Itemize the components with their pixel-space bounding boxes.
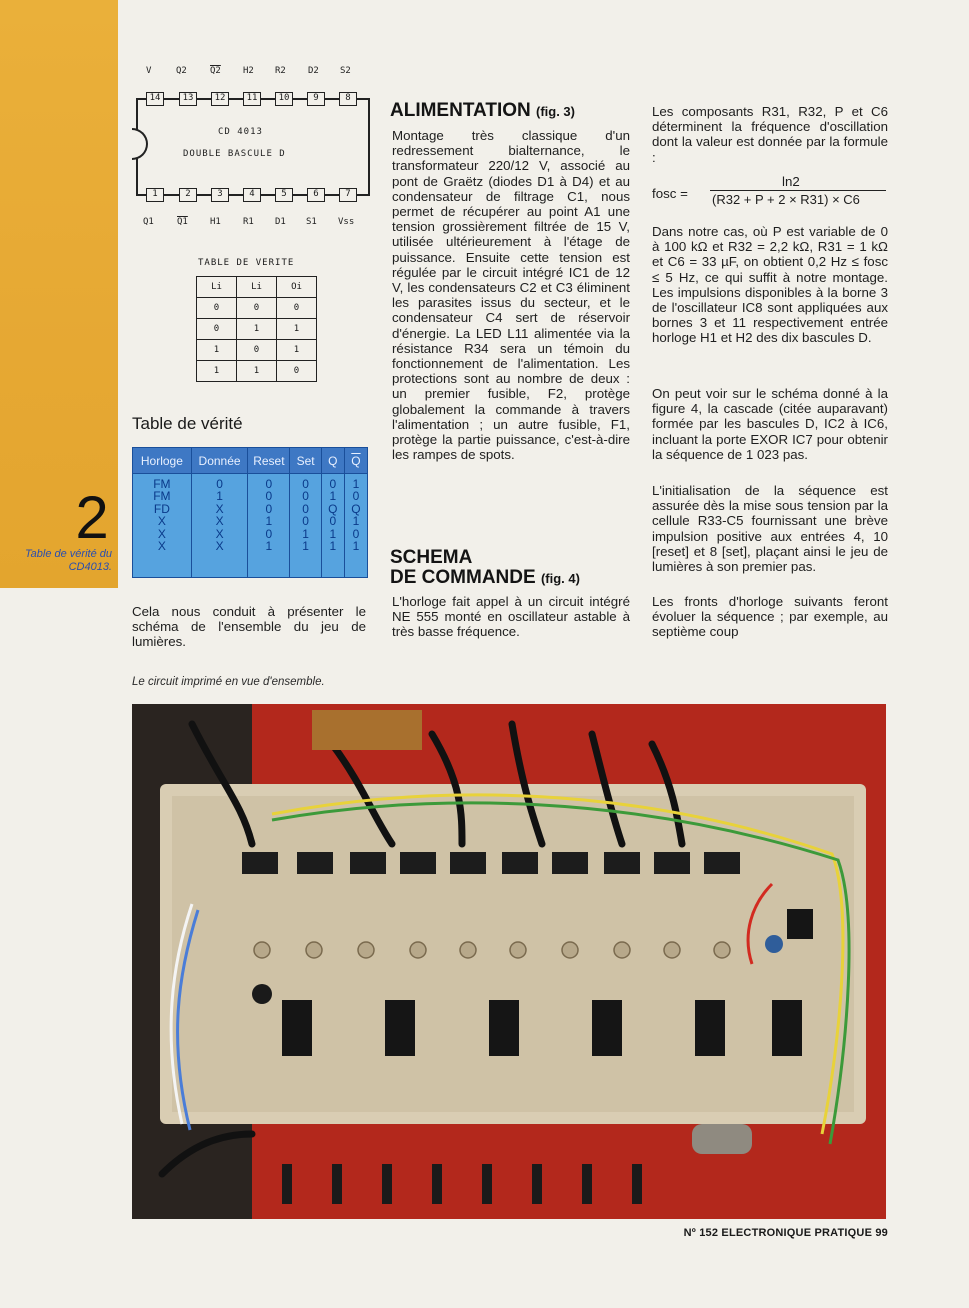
- circuit-board-illustration: [132, 704, 886, 1219]
- formula-lhs: fosc =: [652, 186, 688, 201]
- chip-bottom-label: D1: [275, 217, 286, 227]
- column3-paragraph3: On peut voir sur le schéma donné à la figure 4, la cascade (citée auparavant) formée par les bascules D, IC2 à IC6, incluant la porte EXOR IC7 pour obtenir la séquence de 1 023 pas.: [652, 386, 888, 462]
- chip-pin: 14: [146, 92, 164, 106]
- heading-schema-line2: DE COMMANDE: [390, 567, 536, 588]
- blue-table-cell: Q: [328, 501, 338, 516]
- blue-table-cell: 1: [265, 514, 273, 529]
- chip-pin: 8: [339, 92, 357, 106]
- circuit-board-photo: [132, 704, 886, 1219]
- blue-table-cell: 1: [352, 477, 360, 491]
- column3-paragraph5: Les fronts d'horloge suivants feront évoluer la séquence ; par exemple, au septième coup: [652, 594, 888, 640]
- blue-table-cell: 0: [329, 514, 337, 529]
- blue-table-cell: 1: [352, 514, 360, 529]
- blue-table-cell: 1: [216, 489, 223, 504]
- small-table-header: Li: [237, 277, 277, 298]
- figure-number: 2: [75, 484, 109, 551]
- blue-table-cell: FM: [153, 489, 171, 504]
- chip-top-label: S2: [340, 66, 351, 76]
- blue-table-cell: X: [215, 501, 224, 516]
- small-table-header: Li: [197, 277, 237, 298]
- chip-pin: 10: [275, 92, 293, 106]
- heading-schema-line1: SCHEMA: [390, 547, 473, 568]
- blue-table-column: [133, 474, 192, 578]
- blue-table-title: Table de vérité: [132, 414, 243, 433]
- blue-table-header: Reset: [248, 448, 290, 474]
- formula-bar: [710, 190, 886, 191]
- blue-table-cell: 1: [265, 539, 273, 554]
- chip-bottom-label: R1: [243, 217, 254, 227]
- chip-body: [136, 98, 370, 196]
- column3-paragraph2: Dans notre cas, où P est variable de 0 à 100 kΩ et R32 = 2,2 kΩ, R31 = 1 kΩ et C6 = 33 µF, on obtient 0,2 Hz ≤ fosc ≤ 5 Hz, ce qui suffit à notre montage. Les impulsions disponibles à la borne 3 de l'oscillateur IC8 sont appliquées aux bornes 3 et 11 respectivement entrée horloge H1 et H2 des dix bascules D.: [652, 224, 888, 346]
- heading-alimentation-ref: (fig. 3): [536, 104, 575, 119]
- blue-table-cell: 0: [302, 477, 309, 491]
- small-table-cell: 0: [197, 319, 237, 340]
- blue-table-cell: Q: [351, 501, 361, 516]
- photo-caption: Le circuit imprimé en vue d'ensemble.: [132, 676, 325, 688]
- chip-top-label: Q2: [176, 66, 187, 76]
- blue-table-header: Horloge: [133, 448, 192, 474]
- formula-numerator: ln2: [782, 174, 800, 189]
- small-table-cell: 0: [237, 340, 277, 361]
- heading-schema-ref: (fig. 4): [540, 571, 580, 586]
- blue-table-cell: 1: [302, 539, 309, 554]
- blue-table-header: Donnée: [191, 448, 248, 474]
- blue-table-cell: 1: [329, 526, 337, 541]
- small-table-cell: 1: [237, 361, 277, 382]
- schema-paragraph: L'horloge fait appel à un circuit intégré NE 555 monté en oscillateur astable à très basse fréquence.: [392, 594, 630, 640]
- chip-pin: 11: [243, 92, 261, 106]
- chip-bottom-label: S1: [306, 217, 317, 227]
- chip-pin: 4: [243, 188, 261, 202]
- chip-pin: 12: [211, 92, 229, 106]
- blue-table-header: Set: [290, 448, 321, 474]
- blue-table-cell: X: [157, 539, 166, 554]
- blue-table-column: [344, 474, 367, 578]
- small-table-cell: 0: [277, 361, 317, 382]
- blue-table-cell: 0: [352, 526, 360, 541]
- blue-table-cell: X: [157, 514, 166, 529]
- chip-top-label: R2: [275, 66, 286, 76]
- chip-bottom-label: H1: [210, 217, 221, 227]
- chip-pin: 9: [307, 92, 325, 106]
- heading-alimentation: [390, 101, 630, 122]
- blue-table-cell: 0: [216, 477, 223, 491]
- alimentation-paragraph: Montage très classique d'un redressement bialternance, le transformateur 220/12 V, associé au pont de Graëtz (diodes D1 à D4) et au condensateur de filtrage C1, nous permet de récupérer au point A1 une tension grossièrement filtrée de 15 V, utilisée ultérieurement à l'étage de puissance. Ensuite cette tension est régulée par le circuit intégré IC1 de 12 V, les condensateurs C2 et C3 éliminent les parasites issus du secteur, et le condensateur C4 sert de réservoir d'énergie. La LED L11 alimentée via la résistance R34 sera un témoin du fonctionnement de l'alimentation. Les protections sont au nombre de deux : un premier fusible, F2, protège globalement la commande à travers l'alimentation ; un autre fusible, F1, protège la partie puissance, c'est-à-dire les rampes de spots.: [392, 128, 630, 463]
- blue-table-cell: 1: [302, 526, 309, 541]
- blue-table-cell: 0: [302, 514, 309, 529]
- small-truth-table: [196, 276, 317, 382]
- chip-description: DOUBLE BASCULE D: [183, 149, 286, 159]
- blue-table-cell: 0: [302, 501, 309, 516]
- chip-bottom-label: Q1: [177, 217, 188, 227]
- small-table-cell: 1: [197, 361, 237, 382]
- heading-schema: [390, 548, 630, 589]
- blue-table-cell: X: [215, 514, 224, 529]
- small-table-cell: 1: [197, 340, 237, 361]
- blue-table-cell: 0: [265, 501, 273, 516]
- small-table-cell: 1: [277, 340, 317, 361]
- small-table-cell: 1: [237, 319, 277, 340]
- blue-table-cell: 0: [265, 526, 273, 541]
- blue-table-cell: 0: [329, 477, 337, 491]
- blue-truth-table: [132, 447, 368, 578]
- small-table-title: TABLE DE VERITE: [198, 258, 295, 268]
- chip-pin: 2: [179, 188, 197, 202]
- chip-top-label: H2: [243, 66, 254, 76]
- chip-top-label: Q2: [210, 66, 221, 76]
- formula-denominator: (R32 + P + 2 × R31) × C6: [712, 192, 860, 207]
- blue-table-cell: 1: [329, 489, 337, 504]
- frequency-formula: [652, 174, 888, 214]
- blue-table-column: [321, 474, 344, 578]
- small-table-cell: 0: [277, 298, 317, 319]
- blue-table-column: [248, 474, 290, 578]
- blue-table-header: $\overline{Q}$: [344, 448, 367, 474]
- figure-caption: Table de vérité du CD4013.: [24, 548, 112, 573]
- chip-pin: 1: [146, 188, 164, 202]
- blue-table-cell: 1: [352, 539, 360, 554]
- blue-table-cell: X: [215, 526, 224, 541]
- chip-name: CD 4013: [218, 127, 263, 137]
- chip-pin: 6: [307, 188, 325, 202]
- small-table-cell: 0: [197, 298, 237, 319]
- chip-pin: 3: [211, 188, 229, 202]
- column3-paragraph4: L'initialisation de la séquence est assurée dès la mise sous tension par la cellule R33-C5 fournissant une brève impulsion positive aux entrées 4, 10 [reset] et 8 [set], plaçant ainsi le jeu de lumières à son premier pas.: [652, 483, 888, 575]
- chip-top-label: V: [146, 66, 152, 76]
- blue-table-cell: 1: [329, 539, 337, 554]
- blue-table-cell: X: [215, 539, 224, 554]
- blue-table-cell: 0: [352, 489, 360, 504]
- heading-alimentation-text: ALIMENTATION: [390, 100, 531, 121]
- blue-table-cell: FD: [153, 501, 170, 516]
- chip-bottom-label: Q1: [143, 217, 154, 227]
- small-table-cell: 1: [277, 319, 317, 340]
- chip-pin: 5: [275, 188, 293, 202]
- column1-paragraph: Cela nous conduit à présenter le schéma de l'ensemble du jeu de lumières.: [132, 604, 366, 650]
- chip-pin: 13: [179, 92, 197, 106]
- blue-table-cell: X: [157, 526, 166, 541]
- blue-table-column: [290, 474, 321, 578]
- blue-table-header: Q: [321, 448, 344, 474]
- page-footer: Nº 152 ELECTRONIQUE PRATIQUE 99: [683, 1227, 888, 1239]
- small-table-cell: 0: [237, 298, 277, 319]
- blue-table-cell: 0: [265, 489, 273, 504]
- blue-table-column: [191, 474, 248, 578]
- blue-table-cell: 0: [265, 477, 273, 491]
- blue-table-cell: FM: [153, 477, 171, 491]
- column3-intro: Les composants R31, R32, P et C6 déterminent la fréquence d'oscillation dont la valeur est donnée par la formule :: [652, 104, 888, 165]
- blue-table-cell: 0: [302, 489, 309, 504]
- small-table-header: Oi: [277, 277, 317, 298]
- chip-bottom-label: Vss: [338, 217, 355, 227]
- chip-top-label: D2: [308, 66, 319, 76]
- chip-pin: 7: [339, 188, 357, 202]
